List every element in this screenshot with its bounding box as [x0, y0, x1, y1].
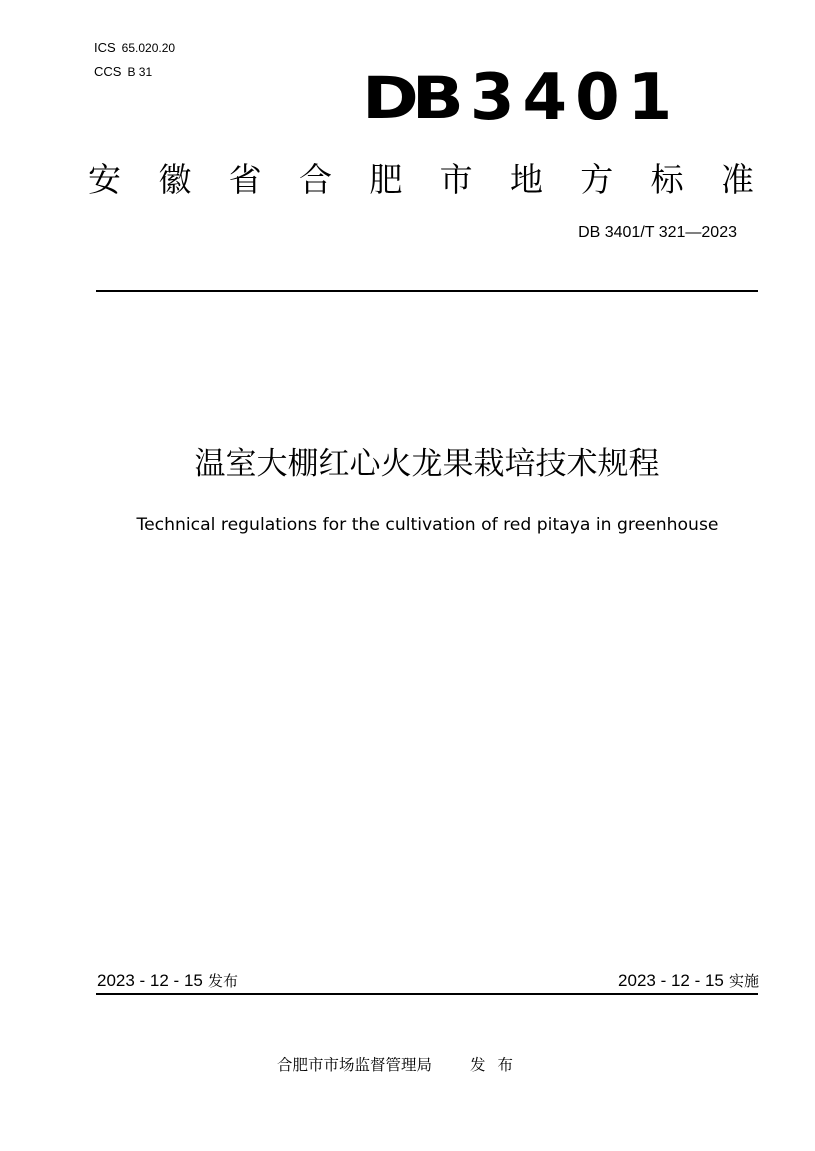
- standard-category-char: 标: [650, 160, 684, 199]
- standard-category-char: 肥: [369, 160, 403, 199]
- issuer: [277, 1054, 525, 1076]
- implement-date: [618, 970, 759, 992]
- issue-date: [97, 970, 238, 992]
- header-divider: [96, 290, 758, 292]
- ics-label: ICS: [94, 40, 116, 55]
- standard-category-char: 市: [439, 160, 473, 199]
- footer-divider: [96, 993, 758, 995]
- standard-number: DB 3401/T 321—2023: [578, 224, 737, 241]
- ics-code: [94, 39, 175, 57]
- issue-date-value: 2023 - 12 - 15: [97, 971, 203, 990]
- standard-category-char: 合: [298, 160, 332, 199]
- standard-mark-logo: [362, 61, 681, 135]
- standard-mark-number: 3401: [470, 61, 681, 135]
- issuer-action: 发布: [470, 1056, 526, 1074]
- title-english: Technical regulations for the cultivation of red pitaya in greenhouse: [136, 515, 719, 535]
- standard-category-char: 徽: [158, 160, 192, 199]
- implement-date-value: 2023 - 12 - 15: [618, 971, 724, 990]
- ccs-value: B 31: [127, 65, 153, 79]
- ics-value: 65.020.20: [121, 41, 176, 55]
- ccs-label: CCS: [94, 64, 122, 79]
- issue-date-label: 发布: [207, 972, 238, 990]
- standard-category: [88, 160, 754, 200]
- standard-category-char: 安: [88, 160, 121, 199]
- implement-date-label: 实施: [728, 972, 759, 990]
- title-chinese: 温室大棚红心火龙果栽培技术规程: [194, 446, 660, 482]
- issuer-name: 合肥市市场监督管理局: [277, 1056, 433, 1074]
- standard-category-char: 地: [509, 160, 543, 199]
- ccs-code: [94, 63, 152, 81]
- standard-category-char: 准: [720, 160, 754, 199]
- standard-mark-letters: DB: [362, 64, 457, 132]
- standard-category-char: 方: [580, 160, 614, 199]
- standard-category-char: 省: [228, 160, 262, 199]
